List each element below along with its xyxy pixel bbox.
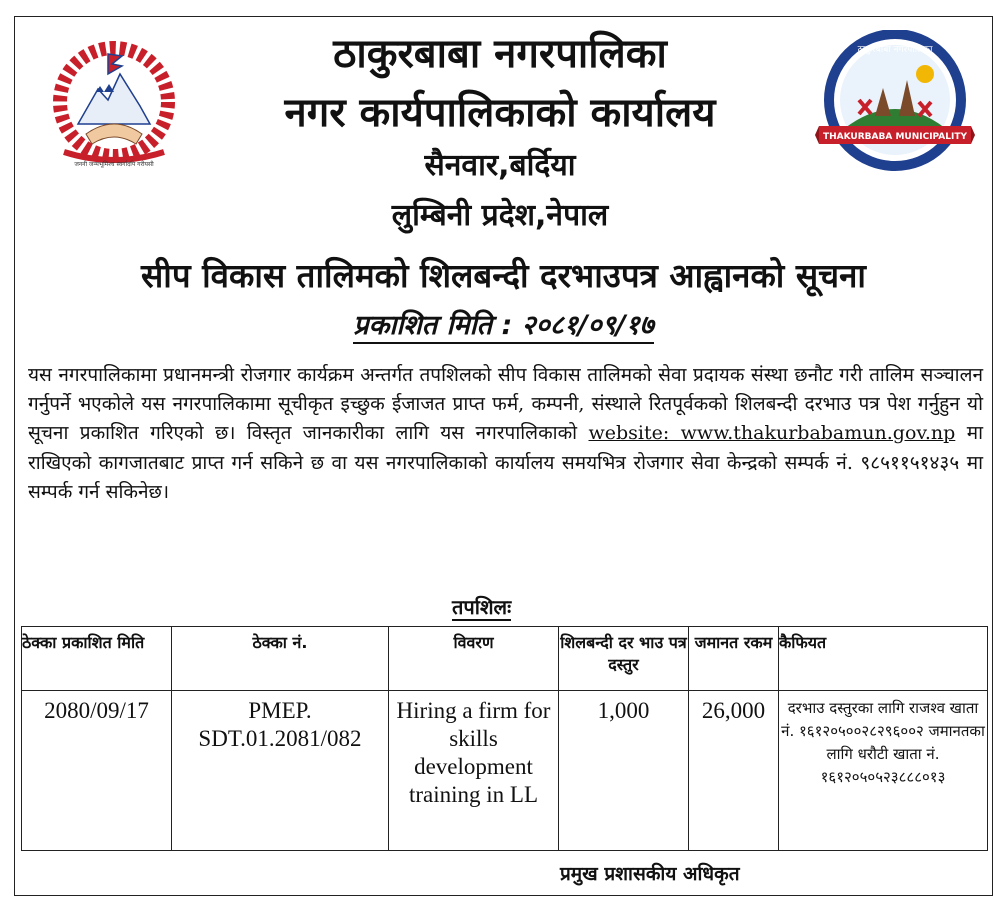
schedule-heading [452, 593, 511, 620]
column-header: जमानत रकम [689, 627, 779, 691]
table-row [22, 691, 988, 851]
column-header: ठेक्का नं. [172, 627, 389, 691]
published-date-text: प्रकाशित मिति : २०८१/०९/१७ [353, 310, 653, 344]
cell-fee: 1,000 [559, 691, 689, 851]
cell-date: 2080/09/17 [22, 691, 172, 851]
column-header: शिलबन्दी दर भाउ पत्र दस्तुर [559, 627, 689, 691]
municipality-logo-icon [815, 30, 975, 180]
nepal-emblem-icon [36, 34, 192, 174]
address-line-2: लुम्बिनी प्रदेश,नेपाल [391, 198, 609, 233]
column-header: विवरण [389, 627, 559, 691]
cell-security: 26,000 [689, 691, 779, 851]
cell-contract-no: PMEP. SDT.01.2081/082 [172, 691, 389, 851]
column-header: कैफियत [779, 627, 988, 691]
municipality-name: ठाकुरबाबा नगरपालिका [333, 31, 667, 77]
published-date [20, 305, 987, 342]
cell-description: Hiring a firm for skills development training in LL [389, 691, 559, 851]
signature-designation: प्रमुख प्रशासकीय अधिकृत [560, 863, 740, 885]
website-link[interactable]: website: www.thakurbabamun.gov.np [588, 422, 956, 445]
schedule-table [21, 626, 988, 851]
table-header-row [22, 627, 988, 691]
svg-text:THAKURBABA MUNICIPALITY: THAKURBABA MUNICIPALITY [822, 132, 968, 142]
notice-title: सीप विकास तालिमको शिलबन्दी दरभाउपत्र आह्वानको सूचना [141, 256, 866, 295]
cell-remarks: दरभाउ दस्तुरका लागि राजश्व खाता नं. १६१२०५००२८२९६००२ जमानतका लागि धरौटी खाता नं. १६१२०५०५२३८८८०१३ [779, 691, 988, 851]
column-header: ठेक्का प्रकाशित मिति [22, 627, 172, 691]
body-text-2: मा राखिएको कागजातबाट प्राप्त गर्न सकिने छ वा यस नगरपालिकाको कार्यालय समयभित्र रोजगार सेवा केन्द्रको सम्पर्क नं. ९८५११५१४३५ मा सम्पर्क गर्न सकिनेछ। [28, 422, 983, 503]
svg-text:ठाकुरबाबा नगरपालिका: ठाकुरबाबा नगरपालिका [857, 45, 933, 55]
notice-body [28, 361, 983, 507]
svg-text:जननी जन्मभूमिश्च स्वर्गादपि गर: जननी जन्मभूमिश्च स्वर्गादपि गरीयसी [74, 161, 154, 168]
address-line-1: सैनवार,बर्दिया [424, 148, 576, 183]
schedule-heading-text: तपशिलः [452, 595, 512, 619]
office-name: नगर कार्यपालिकाको कार्यालय [284, 90, 716, 136]
body-text-1: यस नगरपालिकामा प्रधानमन्त्री रोजगार कार्यक्रम अन्तर्गत तपशिलको सीप विकास तालिमको सेवा प्रदायक संस्था छनौट गरी तालिम सञ्चालन गर्नुपर्ने भएकोले यस नगरपालिकामा सूचीकृत इच्छुक ईजाजत प्राप्त फर्म, कम्पनी, संस्थाले रितपूर्वकको शिलबन्दी दरभाउ पत्र पेश गर्नुहुन यो सूचना प्रकाशित गरिएको छ। विस्तृत जानकारीका लागि यस नगरपालिकाको [28, 364, 983, 445]
